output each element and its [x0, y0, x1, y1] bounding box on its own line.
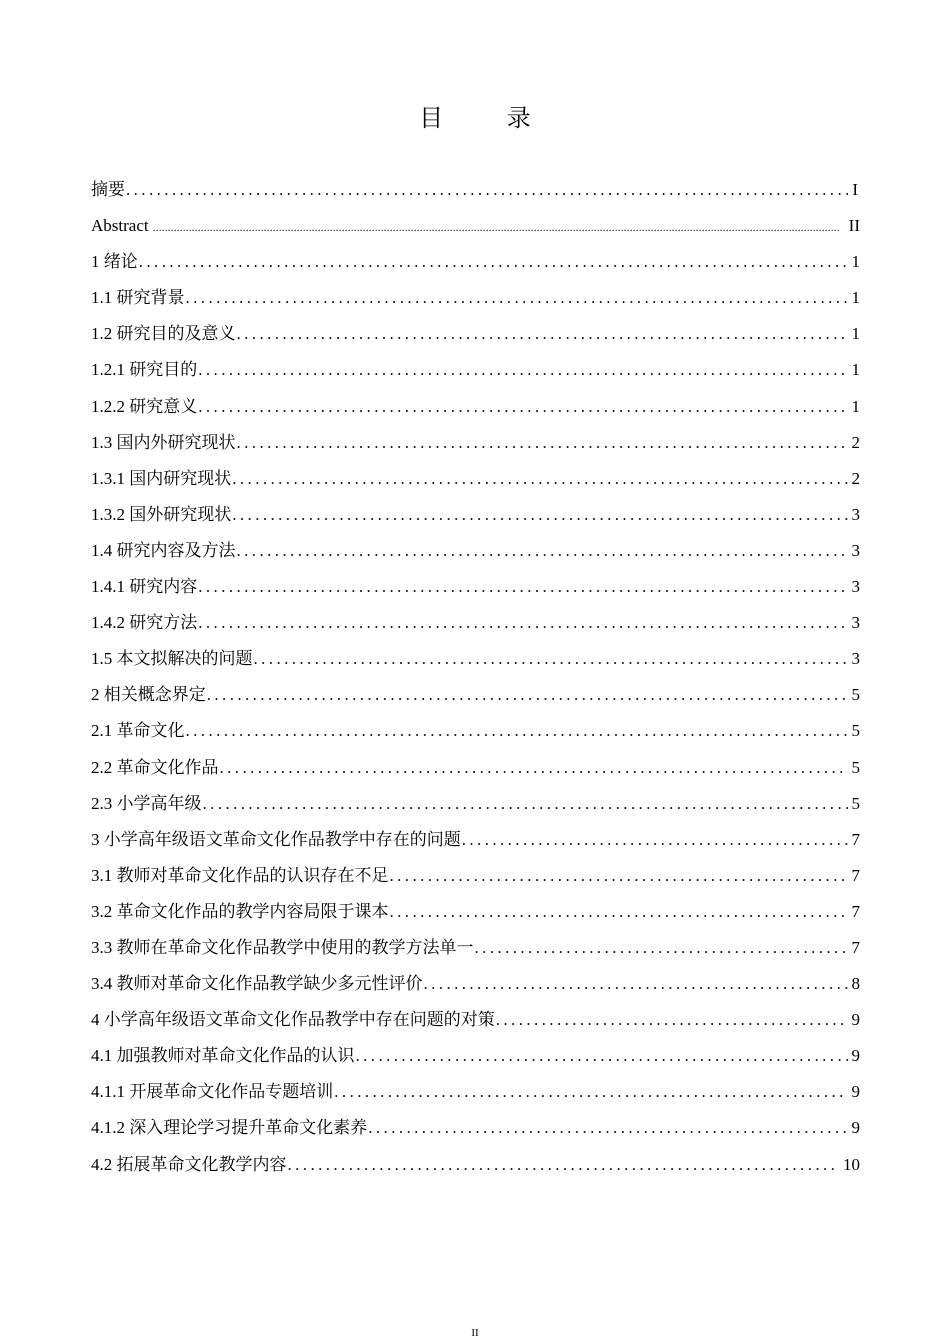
toc-entry[interactable] — [91, 786, 860, 822]
toc-dot-leader — [198, 352, 847, 388]
toc-entry[interactable] — [91, 858, 860, 894]
toc-entry-label: 1.3.1 国内研究现状 — [91, 468, 232, 488]
toc-entry-label: 1.2.2 研究意义 — [91, 396, 198, 416]
toc-entry[interactable] — [91, 641, 860, 677]
toc-entry-label: 2.3 小学高年级 — [91, 793, 202, 813]
toc-entry[interactable] — [91, 533, 860, 569]
toc-entry-label: 4.2 拓展革命文化教学内容 — [91, 1154, 287, 1174]
toc-entry-page: 7 — [851, 829, 860, 849]
toc-entry-page: 7 — [851, 901, 860, 921]
toc-dot-leader — [232, 497, 847, 533]
table-of-contents — [91, 172, 860, 1183]
toc-entry-label: 1.4 研究内容及方法 — [91, 540, 236, 560]
toc-entry[interactable] — [91, 497, 860, 533]
toc-dot-leader — [126, 172, 848, 208]
toc-entry-page: 3 — [851, 613, 860, 633]
toc-entry-label: 1.2.1 研究目的 — [91, 360, 198, 380]
toc-dot-leader — [475, 930, 848, 966]
toc-dot-leader — [198, 605, 847, 641]
toc-entry-label: Abstract — [91, 216, 149, 236]
toc-dot-leader — [288, 1147, 840, 1183]
toc-entry-page: 1 — [851, 324, 860, 344]
toc-dot-leader — [232, 461, 847, 497]
toc-entry-page: 8 — [851, 974, 860, 994]
toc-dot-leader — [390, 894, 848, 930]
toc-entry[interactable] — [91, 389, 860, 425]
toc-entry[interactable] — [91, 461, 860, 497]
page-title: 目 录 — [419, 104, 559, 132]
toc-entry[interactable] — [91, 1110, 860, 1146]
toc-entry-page: 3 — [851, 577, 860, 597]
toc-entry-label: 3.3 教师在革命文化作品教学中使用的教学方法单一 — [91, 937, 474, 957]
toc-entry-page: 1 — [851, 252, 860, 272]
toc-entry-label: 4.1 加强教师对革命文化作品的认识 — [91, 1046, 355, 1066]
toc-entry-page: 5 — [851, 721, 860, 741]
toc-entry-page: 9 — [851, 1046, 860, 1066]
toc-entry-page: 9 — [851, 1082, 860, 1102]
toc-entry-label: 4.1.1 开展革命文化作品专题培训 — [91, 1082, 334, 1102]
toc-entry[interactable] — [91, 1074, 860, 1110]
toc-dot-leader — [203, 786, 848, 822]
toc-dot-leader — [198, 569, 847, 605]
toc-entry-label: 3.1 教师对革命文化作品的认识存在不足 — [91, 865, 389, 885]
toc-entry-page: I — [852, 180, 858, 199]
toc-entry-label: 4 小学高年级语文革命文化作品教学中存在问题的对策 — [91, 1010, 495, 1030]
toc-dot-leader — [334, 1074, 847, 1110]
toc-entry-page: 3 — [851, 649, 860, 669]
toc-entry-page: 1 — [851, 396, 860, 416]
toc-entry[interactable] — [91, 822, 860, 858]
toc-entry[interactable] — [91, 208, 860, 244]
toc-dot-leader — [186, 280, 848, 316]
toc-entry-label: 2.1 革命文化 — [91, 721, 185, 741]
toc-dot-leader — [153, 209, 839, 245]
toc-entry-label: 1.5 本文拟解决的问题 — [91, 649, 253, 669]
toc-dot-leader — [356, 1038, 848, 1074]
toc-entry[interactable] — [91, 677, 860, 713]
toc-entry-page: II — [848, 216, 860, 236]
toc-entry-page: 7 — [851, 937, 860, 957]
toc-dot-leader — [237, 425, 848, 461]
toc-entry-label: 1.3 国内外研究现状 — [91, 432, 236, 452]
toc-entry-page: 5 — [851, 685, 860, 705]
page-number-footer: II — [471, 1327, 479, 1339]
toc-entry-label: 3.2 革命文化作品的教学内容局限于课本 — [91, 901, 389, 921]
toc-entry[interactable] — [91, 966, 860, 1002]
toc-dot-leader — [254, 641, 848, 677]
toc-entry-page: 10 — [843, 1154, 860, 1174]
toc-entry-page: 7 — [851, 865, 860, 885]
toc-dot-leader — [390, 858, 848, 894]
toc-entry-label: 1.3.2 国外研究现状 — [91, 504, 232, 524]
toc-entry[interactable] — [91, 352, 860, 388]
toc-entry-label: 2 相关概念界定 — [91, 685, 206, 705]
toc-entry-label: 3 小学高年级语文革命文化作品教学中存在的问题 — [91, 829, 461, 849]
toc-dot-leader — [139, 244, 848, 280]
toc-dot-leader — [198, 389, 847, 425]
toc-entry-label: 1 绪论 — [91, 252, 138, 272]
toc-entry[interactable] — [91, 1002, 860, 1038]
toc-entry[interactable] — [91, 894, 860, 930]
toc-entry-page: 3 — [851, 540, 860, 560]
toc-entry-page: 5 — [851, 757, 860, 777]
toc-entry[interactable] — [91, 316, 860, 352]
toc-entry-label: 1.4.2 研究方法 — [91, 613, 198, 633]
toc-entry-label: 4.1.2 深入理论学习提升革命文化素养 — [91, 1118, 368, 1138]
toc-entry-page: 9 — [851, 1010, 860, 1030]
toc-dot-leader — [207, 677, 848, 713]
toc-dot-leader — [368, 1110, 847, 1146]
toc-entry[interactable] — [91, 244, 860, 280]
toc-entry[interactable] — [91, 605, 860, 641]
toc-entry[interactable] — [91, 713, 860, 749]
toc-dot-leader — [424, 966, 848, 1002]
toc-entry-label: 2.2 革命文化作品 — [91, 757, 219, 777]
toc-entry-label: 1.1 研究背景 — [91, 288, 185, 308]
toc-entry-label: 1.2 研究目的及意义 — [91, 324, 236, 344]
toc-entry-page: 9 — [851, 1118, 860, 1138]
toc-entry[interactable] — [91, 1147, 860, 1183]
toc-dot-leader — [186, 713, 848, 749]
toc-dot-leader — [462, 822, 848, 858]
toc-entry-label: 1.4.1 研究内容 — [91, 577, 198, 597]
toc-entry[interactable] — [91, 1038, 860, 1074]
toc-entry[interactable] — [91, 569, 860, 605]
toc-entry[interactable] — [91, 425, 860, 461]
toc-entry-page: 3 — [851, 504, 860, 524]
toc-entry[interactable] — [91, 172, 860, 208]
toc-entry-page: 2 — [851, 432, 860, 452]
toc-entry[interactable] — [91, 930, 860, 966]
toc-dot-leader — [237, 316, 848, 352]
toc-dot-leader — [237, 533, 848, 569]
toc-entry-page: 5 — [851, 793, 860, 813]
toc-dot-leader — [220, 750, 848, 786]
toc-entry-page: 1 — [851, 288, 860, 308]
toc-entry-label: 摘要 — [91, 180, 125, 199]
toc-entry[interactable] — [91, 750, 860, 786]
toc-entry-page: 1 — [851, 360, 860, 380]
toc-entry-page: 2 — [851, 468, 860, 488]
toc-entry[interactable] — [91, 280, 860, 316]
toc-entry-label: 3.4 教师对革命文化作品教学缺少多元性评价 — [91, 974, 423, 994]
toc-dot-leader — [496, 1002, 848, 1038]
